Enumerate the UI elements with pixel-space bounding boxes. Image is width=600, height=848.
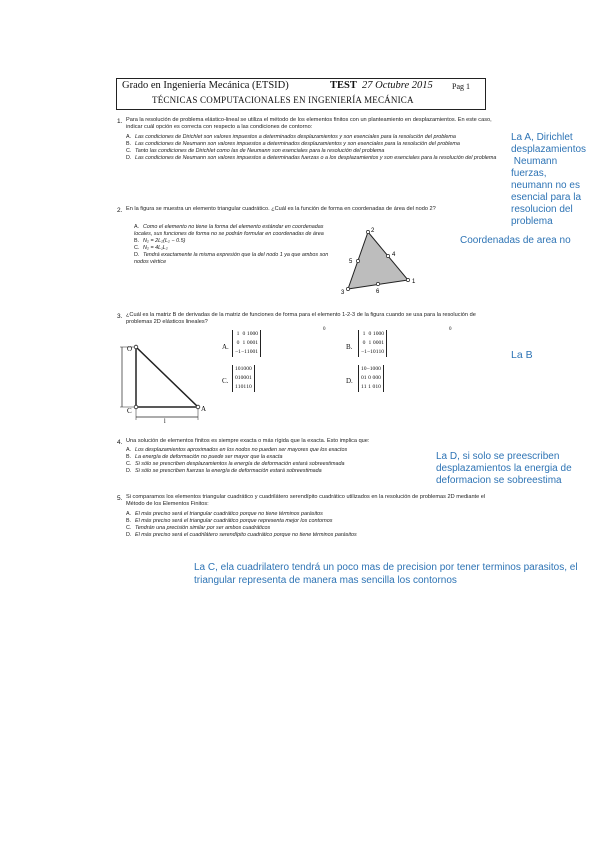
q3-dimension-label: l: [164, 419, 166, 425]
matrix-b-dot: 0: [449, 327, 452, 332]
matrix-b-label: B.: [346, 343, 353, 351]
matrix-cell: −1: [366, 349, 373, 355]
matrix-cell: 0: [375, 331, 379, 337]
matrix-cell: 0: [243, 366, 247, 372]
matrix-cell: 1: [363, 384, 367, 390]
matrix-cell: 0: [381, 349, 385, 355]
matrix-cell: 0: [248, 384, 252, 390]
matrix-cell: 0: [248, 366, 252, 372]
option-text: Tendrán una precisión similar por ser ambos cuadráticos: [135, 525, 271, 531]
matrix-cell: 1: [236, 331, 240, 337]
option-text: Tanto las condiciones de Dirichlet como las de Neumann son esenciales para la resolución del problema: [135, 148, 385, 154]
node-2-label: 2: [371, 228, 375, 234]
question-4-text: Una solución de elementos finitos es siempre exacta o más rígida que la exacta. Esto implica que:: [126, 438, 370, 444]
matrix-cell: 1: [255, 340, 259, 346]
node-6-marker: [376, 282, 379, 285]
matrix-d-bracket: [359, 365, 384, 392]
option-letter: D.: [126, 155, 132, 161]
question-3-number: 3.: [117, 313, 123, 320]
q3-node-c: [134, 405, 138, 409]
question-2-text: En la figura se muestra un elemento triangular cuadrático. ¿Cuál es la función de forma en coordenadas de área del nodo 2?: [126, 206, 436, 212]
node-3-marker: [346, 287, 349, 290]
matrix-cell: 1: [246, 331, 250, 337]
matrix-cell: −1: [240, 349, 247, 355]
node-5-marker: [356, 259, 359, 262]
option-letter: D.: [126, 468, 132, 474]
q3-label-c: C: [127, 407, 132, 415]
question-1-option-c: [126, 148, 498, 155]
matrix-b-bracket: [359, 330, 387, 357]
option-text: Si sólo se prescriben fuerzas la energía de deformación estará sobreestimada: [135, 468, 322, 474]
option-letter: A.: [126, 447, 132, 453]
matrix-cell: 1: [255, 349, 259, 355]
option-text: Las condiciones de Neumann son valores impuestos a determinadas fuerzas o a los desplazamientos y son esenciales para la resolución del problema: [135, 155, 497, 161]
annotation-q4: La D, si solo se preescriben desplazamientos la energia de deformacion se sobreestima: [436, 451, 572, 486]
matrix-cell: 1: [372, 331, 376, 337]
matrix-cell: 0: [240, 375, 244, 381]
course-title: Grado en Ingeniería Mecánica (ETSID): [122, 80, 289, 91]
matrix-cell: 0: [252, 331, 256, 337]
node-1-marker: [406, 278, 409, 281]
matrix-cell: 0: [375, 375, 379, 381]
page-number: Pag 1: [452, 82, 470, 91]
matrix-cell: 0: [372, 340, 376, 346]
annotation-q5: La C, ela cuadrilatero tendrá un poco mas de precision por tener terminos parasitos, el triangular representa de manera mas sencilla los contornos: [194, 562, 578, 586]
matrix-d: [358, 365, 384, 392]
matrix-cell: −1: [361, 349, 367, 355]
option-text: El más preciso será el triangular cuadrático porque no tiene términos parásitos: [135, 511, 323, 517]
matrix-cell: 0: [246, 375, 249, 381]
option-letter: C.: [134, 245, 140, 251]
matrix-cell: −1: [235, 349, 241, 355]
option-text: Como el elemento no tiene la forma del elemento estándar en coordenadas locales, sus funciones de forma no se podrán formular en coordenadas de área: [134, 224, 324, 237]
matrix-cell: 1: [246, 384, 249, 390]
question-1-options: [126, 134, 498, 162]
annotation-q1: La A, Dirichlet desplazamientos Neumann fuerzas, neumann no es esencial para la resolucion del problema: [511, 132, 587, 227]
matrix-cell: 1: [375, 349, 379, 355]
matrix-cell: 0: [242, 331, 246, 337]
question-3-text: ¿Cuál es la matriz B de derivadas de la matriz de funciones de forma para el elemento 1-2-3 de la figura cuando se usa para la resolución de problemas 2D elásticos lineales?: [126, 312, 476, 325]
matrix-c-bracket: [233, 365, 255, 392]
node-4-marker: [386, 254, 389, 257]
matrix-cell: 1: [368, 340, 372, 346]
question-3-figure: [118, 335, 218, 425]
node-6-label: 6: [376, 289, 380, 295]
annotation-q2: Coordenadas de area no: [460, 235, 571, 246]
option-letter: C.: [126, 148, 132, 154]
matrix-a-dot: 0: [323, 327, 326, 332]
option-text: La energía de deformación no puede ser mayor que la exacta: [135, 454, 283, 460]
matrix-cell: 1: [235, 366, 238, 372]
question-1-option-a: [126, 134, 498, 141]
matrix-cell: 1: [243, 384, 247, 390]
question-4-option-a: [126, 447, 426, 454]
matrix-cell: 0: [368, 331, 372, 337]
option-letter: A.: [126, 511, 132, 517]
annotation-q3: La B: [511, 349, 533, 361]
question-1-number: 1.: [117, 118, 123, 125]
matrix-cell: 0: [378, 331, 382, 337]
matrix-cell: 1: [235, 384, 238, 390]
question-4-option-c: [126, 461, 426, 468]
q3-node-o: [134, 345, 138, 349]
option-text: N₂ = 4L₁L₂: [143, 245, 168, 251]
matrix-cell: 0: [378, 340, 382, 346]
matrix-cell: 0: [240, 384, 244, 390]
question-2-number: 2.: [117, 207, 123, 214]
matrix-cell: 0: [249, 340, 253, 346]
q3-node-a: [196, 405, 200, 409]
q3-triangle: [136, 347, 198, 407]
matrix-cell: 1: [363, 375, 367, 381]
node-4-label: 4: [392, 252, 396, 258]
matrix-cell: 1: [378, 349, 382, 355]
matrix-cell: 1: [368, 384, 371, 390]
matrix-cell: 0: [235, 375, 238, 381]
question-4-options: [126, 447, 426, 475]
question-2-option-c: [134, 245, 334, 252]
node-1-label: 1: [412, 279, 416, 285]
question-5-option-d: [126, 532, 498, 539]
question-2-option-b: [134, 238, 334, 245]
node-5-label: 5: [349, 259, 353, 265]
question-2-option-a: [134, 224, 334, 238]
matrix-cell: 0: [246, 340, 250, 346]
matrix-cell: 0: [372, 366, 376, 372]
test-date: 27 Octubre 2015: [362, 80, 433, 91]
option-text: Tendrá exactamente la misma expresión que la del nodo 1 ya que ambos son nodos vértice: [134, 252, 329, 265]
option-letter: B.: [134, 238, 140, 244]
question-5-option-c: [126, 525, 498, 532]
matrix-cell: 0: [361, 375, 364, 381]
matrix-cell: 0: [381, 331, 385, 337]
matrix-cell: −1: [366, 366, 373, 372]
matrix-cell: 0: [378, 384, 381, 390]
matrix-cell: 0: [372, 384, 376, 390]
matrix-cell: 1: [237, 375, 241, 381]
option-letter: C.: [126, 461, 132, 467]
option-text: El más preciso será el triangular cuadrático porque representa mejor los contornos: [135, 518, 333, 524]
option-text: Los desplazamientos aproximados en los nodos no pueden ser mayores que los exactos: [135, 447, 348, 453]
matrix-b: [358, 330, 387, 357]
q3-label-a: A: [201, 405, 207, 413]
matrix-cell: 1: [361, 384, 364, 390]
question-5-option-b: [126, 518, 498, 525]
option-text: Las condiciones de Neumann son valores impuestos a determinados desplazamientos y son esenciales para la resolución del problema: [135, 141, 460, 147]
matrix-c: [232, 365, 255, 392]
matrix-cell: 0: [372, 349, 376, 355]
matrix-a-label: A.: [222, 343, 229, 351]
matrix-cell: 1: [381, 340, 385, 346]
option-text: Las condiciones de Dirichlet son valores impuestos a determinados desplazamientos y son esenciales para la resolución del problema: [135, 134, 456, 140]
matrix-cell: 1: [242, 340, 246, 346]
option-text: Si sólo se prescriben desplazamientos la energía de deformación estará sobreestimada: [135, 461, 345, 467]
triangle-element-figure: [338, 226, 418, 298]
question-1-text: Para la resolución de problema elástico-lineal se utiliza el método de los elementos finitos con un planteamiento en desplazamientos. En este caso, indicar cuál opción es correcta con respecto a las condiciones de contorno:: [126, 117, 492, 130]
matrix-cell: 0: [237, 366, 241, 372]
matrix-cell: 0: [246, 366, 249, 372]
matrix-cell: 0: [252, 349, 256, 355]
matrix-cell: 0: [362, 340, 366, 346]
option-letter: C.: [126, 525, 132, 531]
matrix-cell: 1: [240, 366, 244, 372]
matrix-cell: 0: [249, 349, 253, 355]
option-letter: A.: [126, 134, 132, 140]
question-4-option-d: [126, 468, 426, 475]
question-2-options: [134, 224, 334, 266]
matrix-cell: 0: [249, 331, 253, 337]
option-letter: D.: [126, 532, 132, 538]
option-letter: B.: [126, 518, 132, 524]
question-4-number: 4.: [117, 439, 123, 446]
question-5-options: [126, 511, 498, 539]
matrix-a: [232, 330, 261, 357]
matrix-cell: 1: [361, 366, 364, 372]
question-5-number: 5.: [117, 495, 123, 502]
matrix-cell: 0: [372, 375, 376, 381]
option-letter: D.: [134, 252, 140, 258]
matrix-cell: 0: [363, 366, 367, 372]
question-1-option-b: [126, 141, 498, 148]
q3-label-o: O: [127, 345, 133, 353]
matrix-cell: 0: [378, 366, 381, 372]
matrix-c-label: C.: [222, 377, 229, 385]
option-text: El más preciso será el cuadrilátero serendípito cuadrático porque no tiene términos parásitos: [135, 532, 357, 538]
option-letter: A.: [134, 224, 140, 230]
matrix-cell: 0: [236, 340, 240, 346]
question-5-text: Si comparamos los elementos triangular cuadrático y cuadrilátero serendípito cuadrático utilizados en la resolución de problemas 2D mediante el Método de los Elementos Finitos:: [126, 494, 486, 507]
test-label: TEST: [330, 80, 357, 91]
node-3-label: 3: [341, 290, 345, 296]
matrix-cell: 1: [237, 384, 241, 390]
node-2-marker: [366, 230, 369, 233]
matrix-cell: 0: [368, 375, 371, 381]
matrix-cell: 0: [255, 331, 259, 337]
matrix-d-label: D.: [346, 377, 353, 385]
matrix-cell: 1: [246, 349, 250, 355]
matrix-a-bracket: [233, 330, 261, 357]
question-1-option-d: [126, 155, 498, 162]
matrix-cell: 0: [378, 375, 381, 381]
option-text: N₂ = 2L₂(L₂ − 0.5): [143, 238, 186, 244]
matrix-cell: 0: [252, 340, 256, 346]
question-4-option-b: [126, 454, 426, 461]
matrix-cell: 1: [362, 331, 366, 337]
matrix-cell: 0: [375, 366, 379, 372]
header-subtitle: TÉCNICAS COMPUTACIONALES EN INGENIERÍA MECÁNICA: [152, 95, 414, 105]
matrix-cell: 1: [375, 384, 379, 390]
question-5-option-a: [126, 511, 498, 518]
option-letter: B.: [126, 454, 132, 460]
question-2-option-d: [134, 252, 334, 266]
matrix-cell: 0: [243, 375, 247, 381]
matrix-cell: 1: [248, 375, 252, 381]
matrix-cell: 0: [375, 340, 379, 346]
option-letter: B.: [126, 141, 132, 147]
